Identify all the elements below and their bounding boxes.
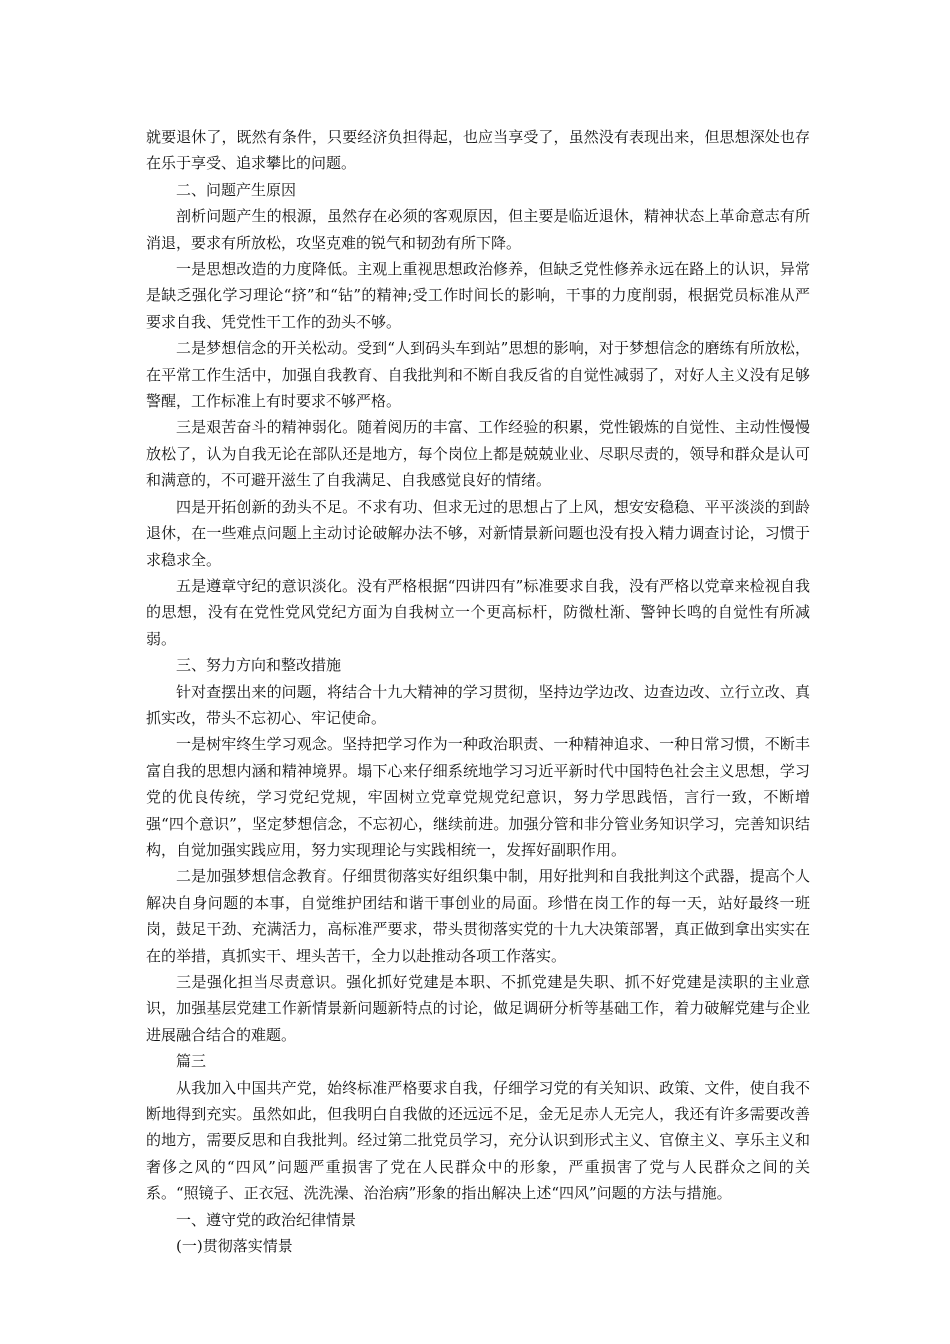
paragraph-measures-intro: 针对查摆出来的问题，将结合十九大精神的学习贯彻，坚持边学边改、边查边改、立行立改、真抓实改，带头不忘初心、牢记使命。 [146, 682, 810, 727]
heading-political-discipline: 一、遵守党的政治纪律情景 [176, 1210, 357, 1229]
heading-implementation: (一)贯彻落实情景 [176, 1237, 293, 1256]
paragraph-cause-5: 五是遵章守纪的意识淡化。没有严格根据“四讲四有”标准要求自我，没有严格以党章来检视自我的思想，没有在党性党风党纪方面为自我树立一个更高标杆，防微杜渐、警钟长鸣的自觉性有所减弱。 [146, 576, 810, 648]
paragraph-measure-2: 二是加强梦想信念教育。仔细贯彻落实好组织集中制，用好批判和自我批判这个武器，提高个人解决自身问题的本事，自觉维护团结和谐干事创业的局面。珍惜在岗工作的每一天，站好最终一班岗，鼓足干劲、充满活力，高标准严要求，带头贯彻落实党的十九大决策部署，真正做到拿出实实在在的举措，真抓实干、埋头苦干，全力以赴推动各项工作落实。 [146, 867, 810, 965]
paragraph-measure-3: 三是强化担当尽责意识。强化抓好党建是本职、不抓党建是失职、抓不好党建是渎职的主业意识，加强基层党建工作新情景新问题新特点的讨论，做足调研分析等基础工作，着力破解党建与企业进展融合结合的难题。 [146, 973, 810, 1044]
paragraph-cause-4: 四是开拓创新的劲头不足。不求有功、但求无过的思想占了上风，想安安稳稳、平平淡淡的到龄退休，在一些难点问题上主动讨论破解办法不够，对新情景新问题也没有投入精力调查讨论，习惯于求稳求全。 [146, 497, 810, 569]
document-page [146, 124, 810, 1259]
paragraph-cause-1: 一是思想改造的力度降低。主观上重视思想政治修养，但缺乏党性修养永远在路上的认识，异常是缺乏强化学习理论“挤”和“钻”的精神;受工作时间长的影响，干事的力度削弱，根据党员标准从严要求自我、凭党性干工作的劲头不够。 [146, 260, 810, 331]
paragraph-cause-2: 二是梦想信念的开关松动。受到“人到码头车到站”思想的影响，对于梦想信念的磨练有所放松，在平常工作生活中，加强自我教育、自我批判和不断自我反省的自觉性减弱了，对好人主义没有足够警醒，工作标准上有时要求不够严格。 [146, 339, 810, 411]
heading-measures: 三、努力方向和整改措施 [176, 656, 342, 675]
paragraph-measure-1: 一是树牢终生学习观念。坚持把学习作为一种政治职责、一种精神追求、一种日常习惯，不断丰富自我的思想内涵和精神境界。塌下心来仔细系统地学习习近平新时代中国特色社会主义思想，学习党的优良传统，学习党纪党规，牢固树立党章党规党纪意识，努力学思践悟，言行一致，不断增强“四个意识”，坚定梦想信念，不忘初心，继续前进。加强分管和非分管业务知识学习，完善知识结构，自觉加强实践应用，努力实现理论与实践相统一，发挥好副职作用。 [146, 735, 810, 859]
paragraph-part-three-intro: 从我加入中国共产党，始终标准严格要求自我，仔细学习党的有关知识、政策、文件，使自我不断地得到充实。虽然如此，但我明白自我做的还远远不足，金无足赤人无完人，我还有许多需要改善的地方，需要反思和自我批判。经过第二批党员学习，充分认识到形式主义、官僚主义、享乐主义和奢侈之风的“四风”问题严重损害了党在人民群众中的形象，严重损害了党与人民群众之间的关系。“照镜子、正衣冠、洗洗澡、治治病”形象的指出解决上述“四风”问题的方法与措施。 [146, 1078, 810, 1203]
paragraph-continuation: 就要退休了，既然有条件，只要经济负担得起，也应当享受了，虽然没有表现出来，但思想深处也存在乐于享受、追求攀比的问题。 [146, 128, 810, 173]
paragraph-root-cause: 剖析问题产生的根源，虽然存在必须的客观原因，但主要是临近退休，精神状态上革命意志有所消退，要求有所放松，攻坚克难的锐气和韧劲有所下降。 [146, 207, 810, 252]
heading-problem-causes: 二、问题产生原因 [176, 180, 297, 199]
paragraph-cause-3: 三是艰苦奋斗的精神弱化。随着阅历的丰富、工作经验的积累，党性锻炼的自觉性、主动性慢慢放松了，认为自我无论在部队还是地方，每个岗位上都是兢兢业业、尽职尽责的，领导和群众是认可和满意的，不可避开滋生了自我满足、自我感觉良好的情绪。 [146, 418, 810, 490]
heading-part-three: 篇三 [176, 1052, 207, 1071]
